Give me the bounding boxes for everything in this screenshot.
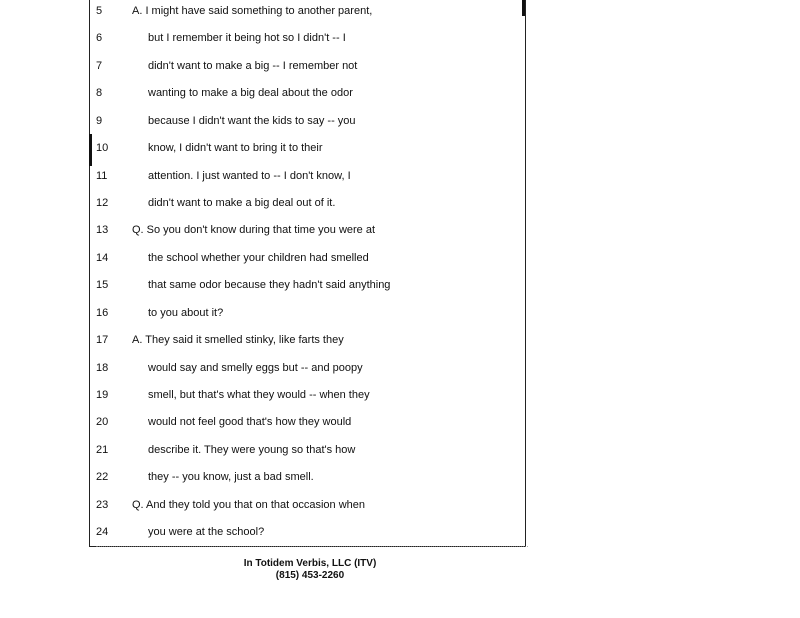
line-number: 11 (96, 170, 108, 182)
line-text: that same odor because they hadn't said anything (148, 279, 391, 291)
line-number: 24 (96, 526, 109, 538)
line-text: A. They said it smelled stinky, like farts they (132, 334, 344, 346)
line-number: 21 (96, 444, 109, 456)
line-number: 12 (96, 197, 109, 209)
line-number: 10 (96, 142, 109, 154)
line-text: A. I might have said something to another parent, (132, 5, 373, 17)
line-text: the school whether your children had smelled (148, 252, 369, 264)
line-text: describe it. They were young so that's how (148, 444, 356, 456)
line-number: 17 (96, 334, 109, 346)
line-text: would not feel good that's how they would (148, 416, 352, 428)
line-number: 6 (96, 32, 103, 44)
page-margin-mark (89, 134, 92, 166)
line-text: didn't want to make a big -- I remember not (148, 60, 358, 72)
line-number: 8 (96, 87, 103, 99)
line-text: know, I didn't want to bring it to their (148, 142, 323, 154)
footer-company: In Totidem Verbis, LLC (ITV) (243, 558, 377, 569)
line-text: Q. So you don't know during that time you were at (132, 224, 376, 236)
line-number: 13 (96, 224, 109, 236)
line-number: 9 (96, 115, 103, 127)
line-text: Q. And they told you that on that occasion when (132, 499, 365, 511)
line-text: but I remember it being hot so I didn't -- I (148, 32, 346, 44)
line-text: you were at the school? (148, 526, 265, 538)
line-text: because I didn't want the kids to say -- you (148, 115, 356, 127)
line-text: attention. I just wanted to -- I don't know, I (148, 170, 351, 182)
page-margin-mark (522, 0, 525, 16)
line-number: 5 (96, 5, 103, 17)
line-number: 16 (96, 307, 109, 319)
line-number: 20 (96, 416, 109, 428)
line-text: would say and smelly eggs but -- and poopy (148, 362, 363, 374)
line-number: 18 (96, 362, 109, 374)
line-number: 7 (96, 60, 103, 72)
line-number: 15 (96, 279, 109, 291)
footer-phone: (815) 453-2260 (275, 570, 345, 581)
line-text: they -- you know, just a bad smell. (148, 471, 314, 483)
line-text: to you about it? (148, 307, 224, 319)
line-text: smell, but that's what they would -- when they (148, 389, 370, 401)
line-number: 23 (96, 499, 109, 511)
line-number: 22 (96, 471, 109, 483)
line-text: didn't want to make a big deal out of it. (148, 197, 336, 209)
line-number: 14 (96, 252, 109, 264)
scan-artifact-line (96, 546, 528, 551)
line-text: wanting to make a big deal about the odor (148, 87, 353, 99)
page-footer (0, 558, 620, 582)
line-number: 19 (96, 389, 109, 401)
